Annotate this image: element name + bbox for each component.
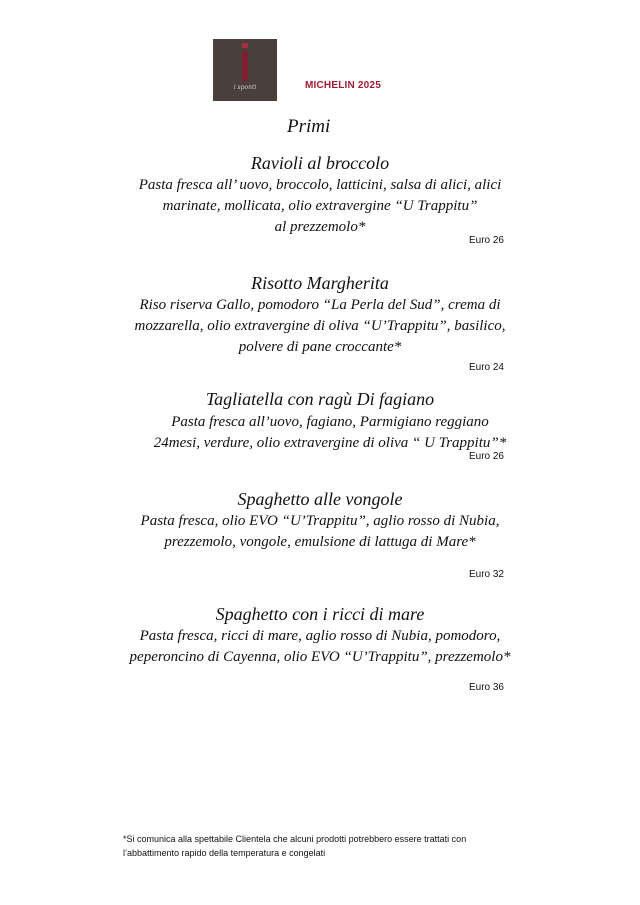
dish-price: Euro 26 xyxy=(468,451,504,462)
michelin-badge: MICHELIN 2025 xyxy=(305,80,381,91)
logo-mark xyxy=(242,51,248,81)
dish-description: Pasta fresca all’uovo, fagiano, Parmigiano reggiano 24mesi, verdure, olio extravergine di oliva “ U Trappitu”* xyxy=(153,414,507,451)
dish-description: Pasta fresca, ricci di mare, aglio rosso di Nubia, pomodoro, peperoncino di Cayenna, olio EVO “U’Trappitu”, prezzemolo* xyxy=(129,628,511,665)
dish-price: Euro 32 xyxy=(468,569,504,580)
dish-name: Tagliatella con ragù Di fagiano xyxy=(205,389,435,409)
dish-name: Spaghetto con i ricci di mare xyxy=(215,604,425,624)
dish-description: Pasta fresca, olio EVO “U’Trappitu”, aglio rosso di Nubia, prezzemolo, vongole, emulsione di lattuga di Mare* xyxy=(140,513,500,550)
restaurant-logo xyxy=(213,39,277,101)
logo-text: i sponti xyxy=(233,84,257,91)
dish-price: Euro 24 xyxy=(468,362,504,373)
footnote: *Si comunica alla spettabile Clientela che alcuni prodotti potrebbero essere trattati con l’abbattimento rapido della temperatura e congelati xyxy=(123,834,467,858)
dish-price: Euro 26 xyxy=(468,235,504,246)
dish-description: Pasta fresca all’ uovo, broccolo, latticini, salsa di alici, alici marinate, mollicata, olio extravergine “U Trappitu” al prezzemolo* xyxy=(138,177,502,235)
dish-name: Ravioli al broccolo xyxy=(250,153,390,173)
dish-name: Spaghetto alle vongole xyxy=(237,489,403,509)
dish-description: Riso riserva Gallo, pomodoro “La Perla del Sud”, crema di mozzarella, olio extravergine di oliva “U’Trappitu”, basilico, polvere di pane croccante* xyxy=(134,297,506,355)
dish-name: Risotto Margherita xyxy=(251,273,389,293)
logo-dot xyxy=(242,43,248,48)
dish-price: Euro 36 xyxy=(468,682,504,693)
section-title: Primi xyxy=(287,116,331,137)
